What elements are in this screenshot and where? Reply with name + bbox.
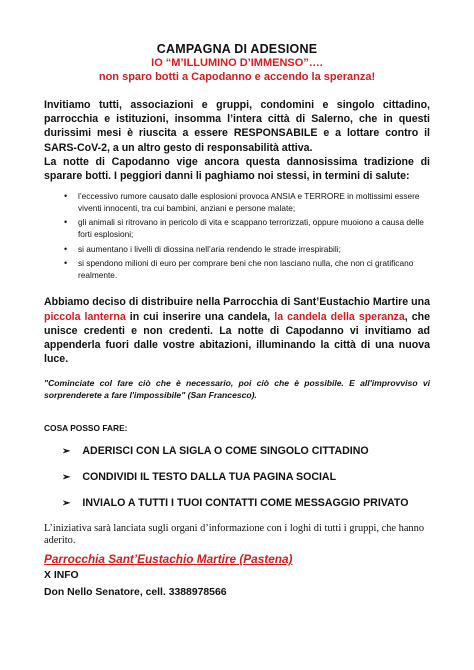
list-item-text: si aumentano i livelli di diossina nell’aria rendendo le strade irrespirabili; [78, 243, 341, 254]
info-label: X INFO [44, 570, 79, 582]
parish-name: Parrocchia Sant’Eustachio Martire (Pastena) [44, 552, 293, 567]
list-item [64, 217, 430, 240]
lantern-text-e: , che unisce credenti e non credenti. La notte di Capodanno vi invitiamo ad appenderla fuori dalle vostre abitazioni, illuminando la città di una nuova luce. [44, 310, 431, 366]
actions-list [44, 445, 430, 509]
saint-quote: "Cominciate col fare ciò che è necessario, poi ciò che è possibile. E all'improvviso vi sorprenderete a fare l'impossibile" (San Francesco). [44, 378, 430, 401]
campaign-slogan: IO “M’ILLUMINO D’IMMENSO”…. [151, 57, 323, 69]
intro-text-responsabile: RESPONSABILE [233, 127, 318, 140]
lantern-text-c: in cui inserire una candela, [125, 310, 275, 323]
list-item-text: si spendono milioni di euro per comprare beni che non lasciano nulla, che non ci gratificano realmente. [78, 258, 414, 280]
list-item-text: l’eccessivo rumore causato dalle esplosioni provoca ANSIA e TERRORE in moltissimi essere viventi innocenti, tra cui bambini, anziani e persone malate; [78, 191, 420, 213]
action-item [62, 471, 430, 483]
initiative-note: L’iniziativa sarà lanciata sugli organi d’informazione con i loghi di tutti i gruppi, che hanno aderito. [44, 523, 425, 547]
intro-text-c: e a lottare contro il SARS-CoV-2, a un altro gesto di responsabilità attiva. [44, 127, 431, 154]
action-text: ADERISCI CON LA SIGLA O COME SINGOLO CITTADINO [82, 445, 369, 458]
damage-list [44, 191, 430, 281]
campaign-tagline: non sparo botti a Capodanno e accendo la speranza! [98, 71, 376, 83]
action-item [62, 445, 430, 457]
candle-highlight: la candela della speranza [274, 310, 405, 323]
list-item [64, 244, 430, 256]
bullet-icon: • [64, 258, 68, 269]
contact-line: Don Nello Senatore, cell. 3388978566 [44, 587, 227, 599]
intro-paragraph [44, 98, 430, 155]
action-text: INVIALO A TUTTI I TUOI CONTATTI COME MESSAGGIO PRIVATO [82, 497, 409, 510]
tradition-paragraph: La notte di Capodanno vige ancora questa dannosissima tradizione di sparare botti. I peggiori danni li paghiamo noi stessi, in termini di salute: [44, 155, 430, 183]
action-text: CONDIVIDI IL TESTO DALLA TUA PAGINA SOCIAL [82, 471, 337, 484]
actions-heading: COSA POSSO FARE: [44, 423, 128, 434]
arrow-bullet-icon: ➢ [62, 471, 71, 483]
bullet-icon: • [64, 217, 68, 228]
arrow-bullet-icon: ➢ [62, 497, 71, 509]
lantern-text-a: Abbiamo deciso di distribuire nella Parrocchia di Sant’Eustachio Martire una [44, 296, 430, 309]
bullet-icon: • [64, 243, 68, 254]
campaign-title: CAMPAGNA DI ADESIONE [156, 42, 318, 56]
bullet-icon: • [64, 191, 68, 202]
list-item [64, 191, 430, 214]
intro-text-a: Invitiamo tutti, associazioni e gruppi, condomini e singolo cittadino, parrocchia e istituzioni, insomma l’intera città di Salerno, che in questi durissimi mesi è riuscita a essere [44, 99, 430, 140]
lantern-highlight: piccola lanterna [44, 310, 126, 323]
action-item [62, 497, 430, 509]
list-item [64, 258, 430, 281]
lantern-paragraph [44, 295, 430, 366]
arrow-bullet-icon: ➢ [62, 445, 71, 457]
list-item-text: gli animali si ritrovano in pericolo di vita e scappano terrorizzati, oppure muoiono a causa delle forti esplosioni; [78, 217, 424, 239]
